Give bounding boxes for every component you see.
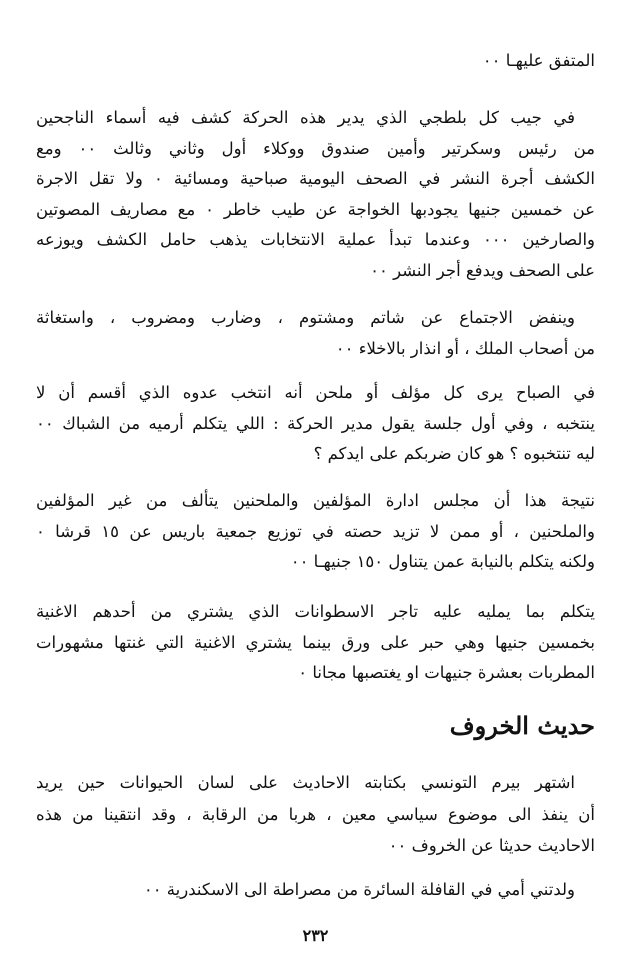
- text-line: في الصباح يرى كل مؤلف أو ملحن أنه انتخب عدوه الذي أقسم أن لا: [36, 383, 595, 402]
- text-line: من أصحاب الملك ، أو انذار بالاخلاء ٠٠: [335, 339, 595, 358]
- book-page: [36, 0, 595, 974]
- text-line: والملحنين ، أو ممن لا تزيد حصته في توزيع جمعية باريس عن ١٥ قرشا ٠: [36, 522, 595, 541]
- text-line: الكشف أجرة النشر في الصحف اليومية صباحية ومسائية ٠ ولا تقل الاجرة: [36, 169, 595, 188]
- text-line: الاحاديث حديثا عن الخروف ٠٠: [388, 836, 595, 855]
- text-line: ينتخبه ، وفي أول جلسة يقول مدير الحركة : اللي يتكلم أرميه من الشباك ٠٠: [36, 414, 595, 433]
- text-line: نتيجة هذا أن مجلس ادارة المؤلفين والملحنين يتألف من غير المؤلفين: [36, 491, 595, 510]
- text-line: ولدتني أمي في القافلة السائرة من مصراطة الى الاسكندرية ٠٠: [143, 880, 575, 899]
- text-line: ليه تنتخبوه ؟ هو كان ضربكم على ايدكم ؟: [313, 444, 595, 463]
- text-line: من رئيس وسكرتير وأمين صندوق ووكلاء أول وثاني وثالث ٠٠ ومع: [36, 139, 595, 158]
- text-line: بخمسين جنيها وهي حبر على ورق بينما يشتري الاغنية التي غنتها مشهورات: [36, 633, 595, 652]
- text-line: أن ينفذ الى موضوع سياسي معين ، هربا من الرقابة ، وقد انتقينا من هذه: [36, 805, 595, 824]
- section-heading: حديث الخروف: [449, 711, 595, 740]
- text-line: والصارخين ٠٠٠ وعندما تبدأ عملية الانتخابات يذهب حامل الكشف ويوزعه: [36, 230, 595, 249]
- page-number: ٢٣٢: [302, 926, 329, 945]
- text-line: يتكلم بما يمليه عليه تاجر الاسطوانات الذي يشتري من أحدهم الاغنية: [36, 602, 595, 621]
- text-line: المتفق عليهـا ٠٠: [482, 51, 595, 70]
- text-line: اشتهر بيرم التونسي بكتابته الاحاديث على لسان الحيوانات حين يريد: [36, 773, 575, 792]
- text-line: وينفض الاجتماع عن شاتم ومشتوم ، وضارب ومضروب ، واستغاثة: [36, 308, 575, 327]
- text-line: عن خمسين جنيها يجودبها الخواجة عن طيب خاطر ٠ مع مصاريف المصوتين: [36, 200, 595, 219]
- text-line: ولكنه يتكلم بالنيابة عمن يتناول ١٥٠ جنيهـا ٠٠: [290, 552, 595, 571]
- text-line: المطربات بعشرة جنيهات او يغتصبها مجانا ٠: [298, 663, 595, 682]
- text-line: في جيب كل بلطجي الذي يدير هذه الحركة كشف فيه أسماء الناجحين: [36, 108, 575, 127]
- text-line: على الصحف ويدفع أجر النشر ٠٠: [370, 261, 595, 280]
